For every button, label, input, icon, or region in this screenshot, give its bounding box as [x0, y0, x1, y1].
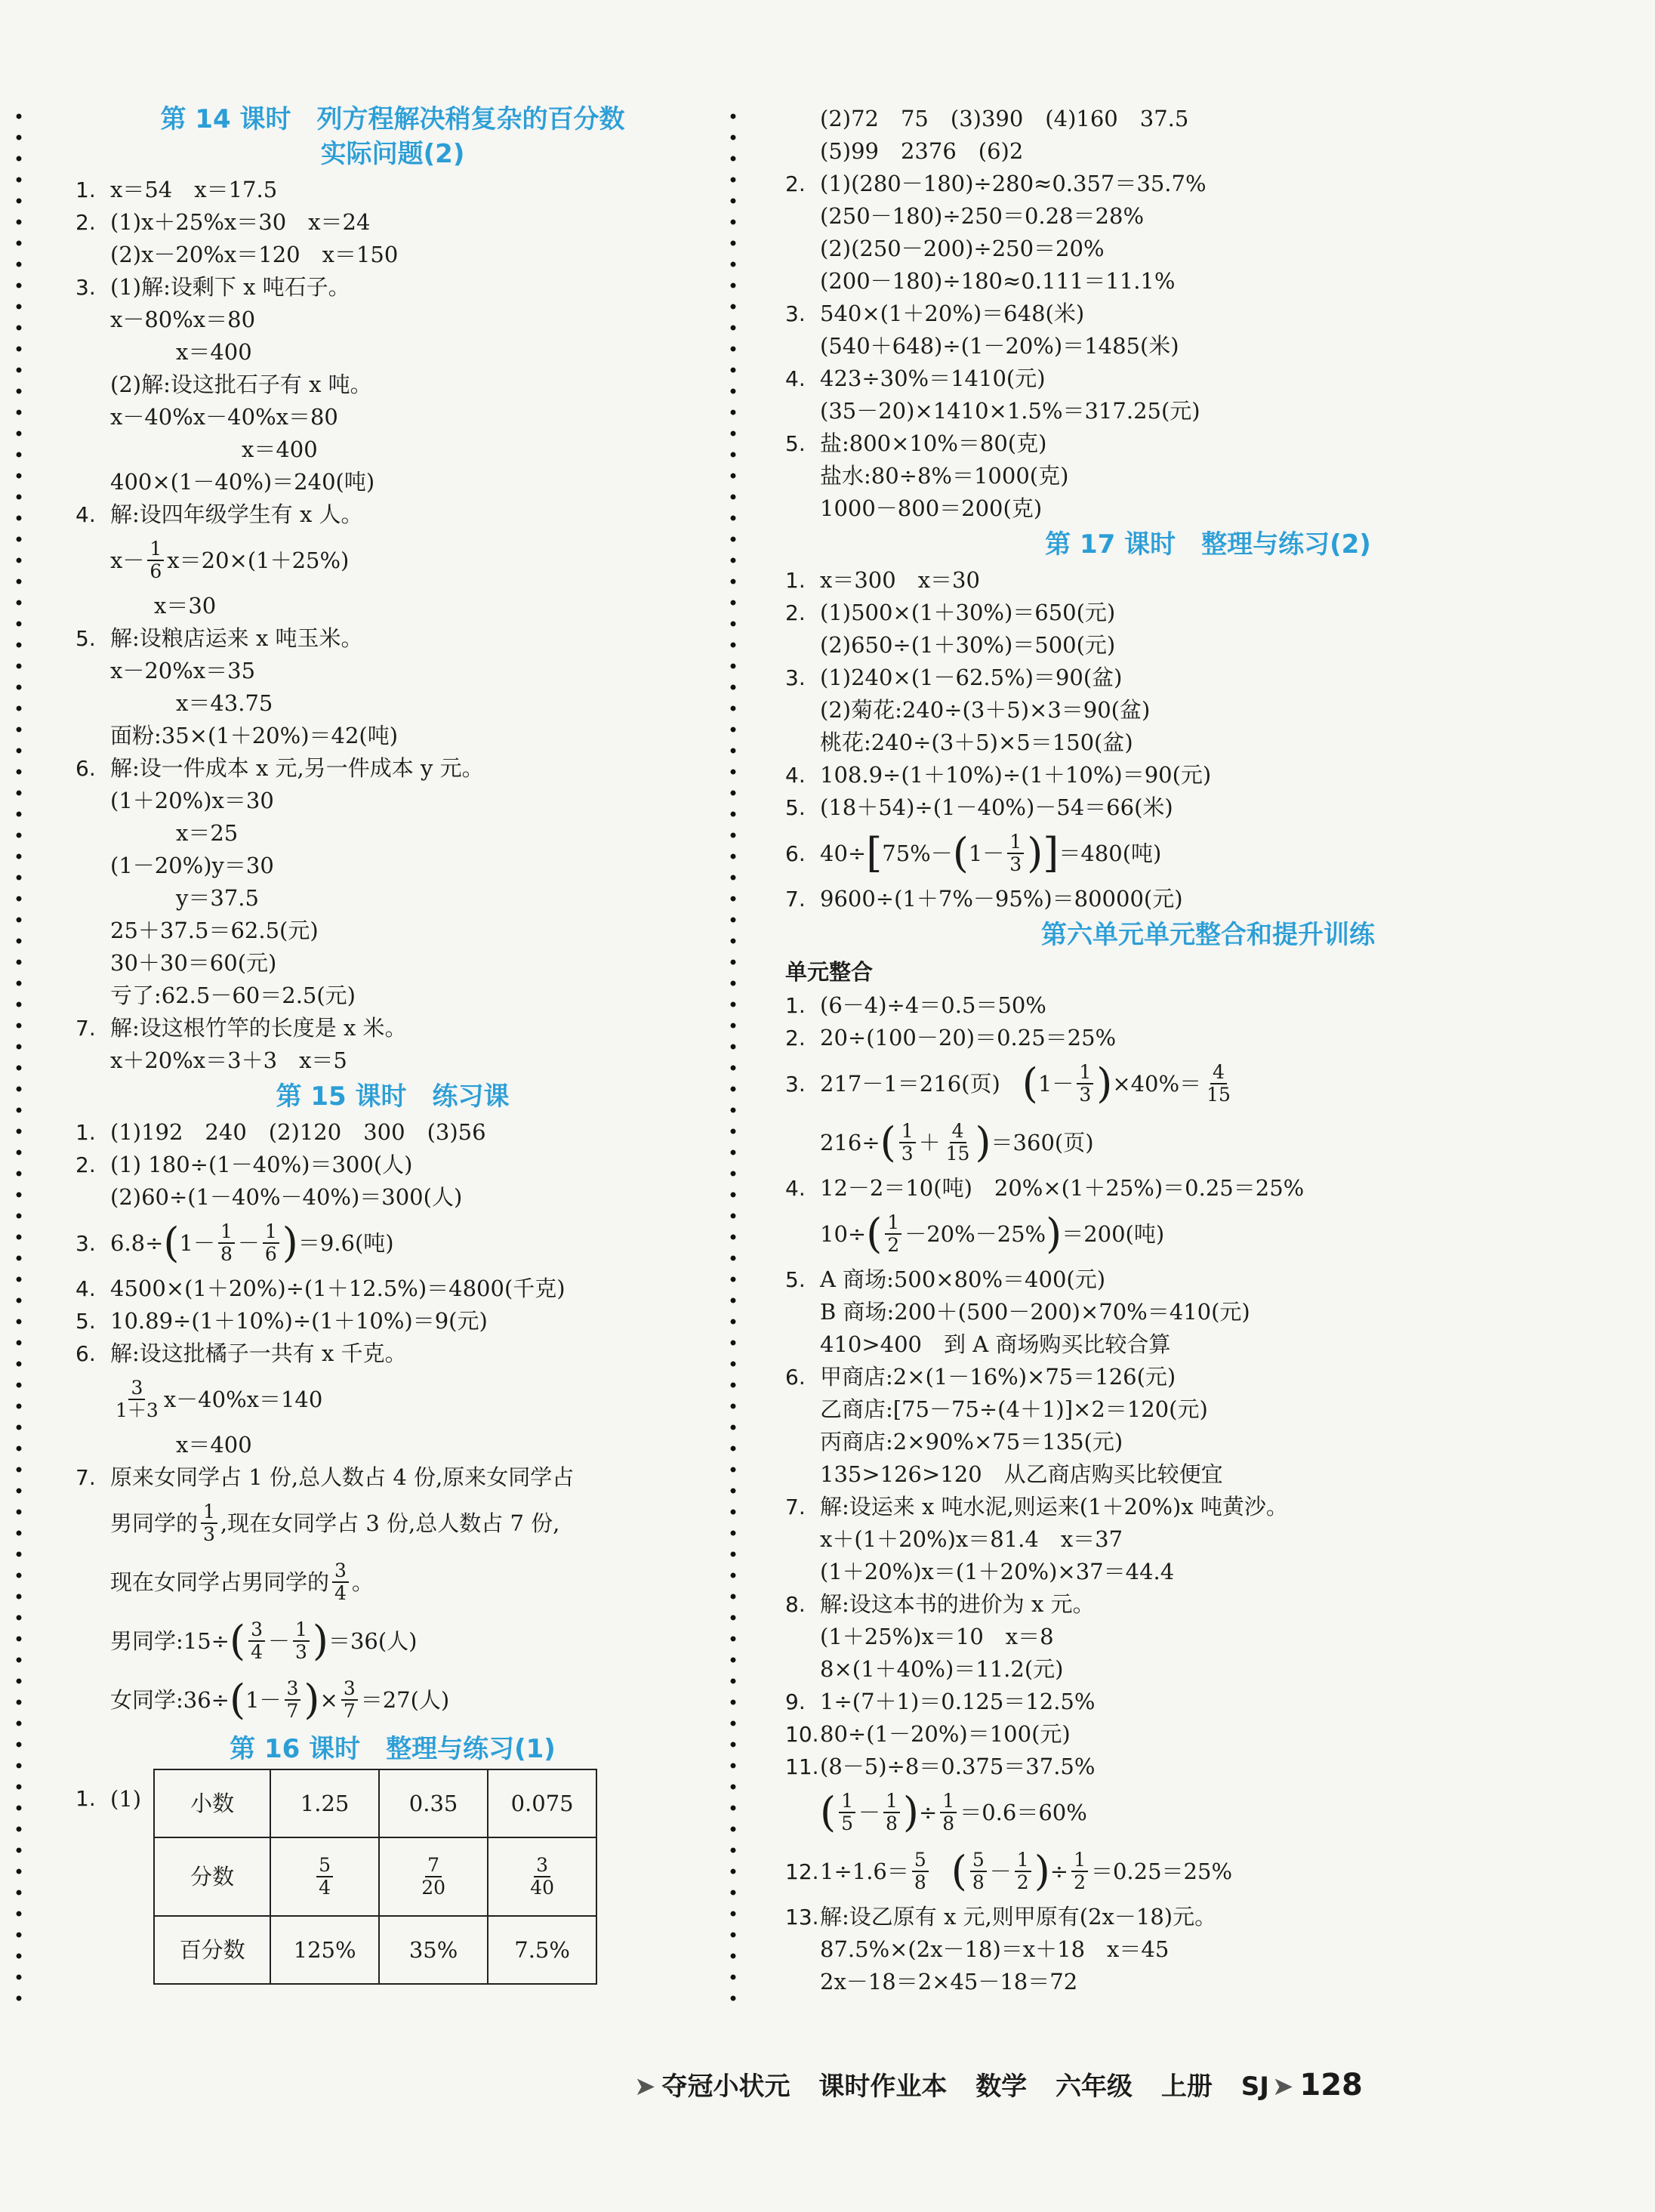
- answer-line: 6. 解:设一件成本 x 元,另一件成本 y 元。: [76, 755, 484, 781]
- answer-line: 盐水:80÷8%＝1000(克): [820, 463, 1069, 489]
- table-header: 百分数: [154, 1916, 270, 1984]
- fraction: $\frac{1}{6}$: [147, 538, 164, 582]
- answer-line: 1000－800＝200(克): [820, 495, 1043, 521]
- lesson-14-title: 第 14 课时 列方程解决稍复杂的百分数: [160, 104, 625, 134]
- answer-line: 25＋37.5＝62.5(元): [110, 918, 319, 943]
- lesson-17-answers: [785, 564, 1631, 824]
- answer-line: x＝400: [110, 339, 252, 365]
- answer-line: x－40%x－40%x＝80: [110, 404, 338, 430]
- unit-6-answers-end: [785, 1901, 1631, 1998]
- unit-6-title: 第六单元单元整合和提升训练: [1041, 920, 1375, 950]
- answer-line: (1＋20%)x＝30: [110, 788, 274, 813]
- answer-line: 1. x＝300 x＝30: [785, 567, 980, 593]
- answer-line: 5. 10.89÷(1＋10%)÷(1＋10%)＝9(元): [76, 1308, 488, 1334]
- answer-line: 3. (1)解:设剩下 x 吨石子。: [76, 274, 350, 300]
- answer-line: 8×(1＋40%)＝11.2(元): [820, 1656, 1064, 1682]
- answer-line: 216÷ ( $\frac{1}{3}$ ＋ $\frac{4}{15}$ ) ＝360(页): [820, 1118, 1094, 1166]
- answer-line: (2)x－20%x＝120 x＝150: [110, 242, 399, 267]
- grade: 六年级: [1056, 2072, 1133, 2102]
- answer-line: 3. (1)240×(1－62.5%)＝90(盆): [785, 665, 1123, 690]
- lesson-16-q1: 1. (1) 小数 1.25 0.35 0.075 分数 $\frac{5}{4}$ $\frac{7}{20}$ $\frac{3}{40}$ 百分数 125% 35% 7.5%: [76, 1769, 710, 1985]
- answer-line: x－20%x＝35: [110, 658, 256, 683]
- page-number: 128: [1299, 2068, 1363, 2102]
- answer-line: (2)解:设这批石子有 x 吨。: [110, 372, 372, 397]
- table-cell: 0.075: [488, 1769, 596, 1837]
- table-cell: $\frac{3}{40}$: [488, 1837, 596, 1916]
- answer-line: (2)650÷(1＋30%)＝500(元): [820, 632, 1116, 658]
- answer-line: 2. (1) 180÷(1－40%)＝300(人): [76, 1152, 413, 1177]
- answer-line: 2. (1)x＋25%x＝30 x＝24: [76, 209, 371, 235]
- answer-line: ( $\frac{1}{5}$ － $\frac{1}{8}$ ) ÷ $\frac{1}{8}$ ＝0.6＝60%: [820, 1788, 1087, 1836]
- answer-line: x－ $\frac{1}{6}$ x＝20×(1＋25%): [110, 538, 350, 582]
- answer-line: 4. 12－2＝10(吨) 20%×(1＋25%)＝0.25＝25%: [785, 1175, 1305, 1201]
- answer-line: (2)72 75 (3)390 (4)160 37.5: [820, 106, 1189, 131]
- brand-name: 夺冠小状元: [661, 2072, 791, 2102]
- lesson-14-answers: [76, 174, 710, 531]
- lesson-14-answers-cont: [76, 590, 710, 1077]
- table-cell: 1.25: [270, 1769, 379, 1837]
- table-cell: 125%: [270, 1916, 379, 1984]
- answer-line: 丙商店:2×90%×75＝135(元): [820, 1429, 1123, 1455]
- unit-6-answers: [785, 989, 1631, 1054]
- lesson-15-answers: [76, 1116, 710, 1214]
- answer-line: x＝25: [110, 820, 239, 846]
- answer-line: x＝400: [110, 437, 318, 462]
- lesson-15-title: 第 15 课时 练习课: [276, 1081, 510, 1112]
- answer-line: 87.5%×(2x－18)＝x＋18 x＝45: [820, 1936, 1170, 1962]
- answer-line: 1. x＝54 x＝17.5: [76, 177, 278, 202]
- answer-line: 亏了:62.5－60＝2.5(元): [110, 983, 356, 1008]
- table-cell: 35%: [379, 1916, 488, 1984]
- answer-line: 男同学:15÷ ( $\frac{3}{4}$ － $\frac{1}{3}$ ) ＝36(人): [110, 1617, 418, 1664]
- unit-6-subtitle: 单元整合: [785, 959, 874, 985]
- answer-line: $\frac{3}{1+3}$ x－40%x＝140: [116, 1377, 323, 1421]
- answer-line: 面粉:35×(1＋20%)＝42(吨): [110, 723, 399, 748]
- answer-line: x＋(1＋20%)x＝81.4 x＝37: [820, 1526, 1123, 1552]
- lesson-16-answers-cont: [785, 103, 1631, 525]
- answer-line: 3. 217－1＝216(页) ( 1－ $\frac{1}{3}$ ) ×40%＝ $\frac{4}{15}$: [785, 1060, 1231, 1107]
- answer-line: 男同学的 $\frac{1}{3}$ ,现在女同学占 3 份,总人数占 7 份,: [110, 1501, 560, 1545]
- answer-line: 30＋30＝60(元): [110, 950, 277, 976]
- answer-line: 现在女同学占男同学的 $\frac{3}{4}$ 。: [110, 1560, 374, 1604]
- answer-line: 3. 540×(1＋20%)＝648(米): [785, 301, 1085, 326]
- answer-line: 135>126>120 从乙商店购买比较便宜: [820, 1461, 1223, 1487]
- answer-line: 4. 4500×(1＋20%)÷(1＋12.5%)＝4800(千克): [76, 1276, 566, 1301]
- answer-line: (1＋20%)x＝(1＋20%)×37＝44.4: [820, 1559, 1175, 1584]
- answer-line: 400×(1－40%)＝240(吨): [110, 469, 375, 495]
- answer-line: (200－180)÷180≈0.111＝11.1%: [820, 268, 1176, 294]
- answer-line: 4. 解:设四年级学生有 x 人。: [76, 501, 363, 527]
- arrow-right-icon: ➤: [634, 2072, 656, 2102]
- table-header: 分数: [154, 1837, 270, 1916]
- table-cell: 7.5%: [488, 1916, 596, 1984]
- table-header: 小数: [154, 1769, 270, 1837]
- answer-line: 5. (18＋54)÷(1－40%)－54＝66(米): [785, 794, 1173, 820]
- answer-line: 3. 6.8÷ ( 1－ $\frac{1}{8}$ － $\frac{1}{6}$ ) ＝9.6(吨): [76, 1219, 394, 1266]
- answer-line: B 商场:200＋(500－200)×70%＝410(元): [820, 1299, 1250, 1325]
- arrow-right-icon: ➤: [1271, 2072, 1294, 2102]
- answer-line: y＝37.5: [110, 885, 259, 911]
- answer-line: 5. A 商场:500×80%＝400(元): [785, 1266, 1106, 1292]
- answer-line: 6. 40÷ [ 75%－ ( 1－ $\frac{1}{3}$ ) ] ＝480(吨): [785, 829, 1162, 877]
- lesson-14-title-line2: 实际问题(2): [320, 139, 465, 169]
- answer-line: (2)(250－200)÷250＝20%: [820, 236, 1105, 261]
- answer-line: (2)菊花:240÷(3＋5)×3＝90(盆): [820, 697, 1151, 723]
- answer-line: 7. 解:设运来 x 吨水泥,则运来(1＋20%)x 吨黄沙。: [785, 1494, 1288, 1519]
- answer-line: 7. 原来女同学占 1 份,总人数占 4 份,原来女同学占: [76, 1464, 575, 1490]
- answer-line: 11. (8－5)÷8＝0.375＝37.5%: [785, 1754, 1096, 1779]
- answer-line: (540＋648)÷(1－20%)＝1485(米): [820, 333, 1179, 359]
- table-cell: $\frac{5}{4}$: [270, 1837, 379, 1916]
- answer-line: 7. 解:设这根竹竿的长度是 x 米。: [76, 1015, 407, 1041]
- answer-line: (1＋25%)x＝10 x＝8: [820, 1624, 1054, 1649]
- answer-line: 2x－18＝2×45－18＝72: [820, 1969, 1078, 1995]
- answer-line: 1. (6－4)÷4＝0.5＝50%: [785, 992, 1046, 1018]
- answer-line: 2. (1)500×(1＋30%)＝650(元): [785, 600, 1116, 625]
- answer-line: 女同学:36÷ ( 1－ $\frac{3}{7}$ ) × $\frac{3}{7}$ ＝27(人): [110, 1676, 450, 1723]
- answer-line: 8. 解:设这本书的进价为 x 元。: [785, 1591, 1095, 1617]
- conversion-table: [153, 1769, 597, 1985]
- volume: 上册: [1160, 2072, 1213, 2102]
- table-cell: 0.35: [379, 1769, 488, 1837]
- left-column: [76, 100, 710, 1985]
- answer-line: 10. 80÷(1－20%)＝100(元): [785, 1721, 1071, 1747]
- answer-line: 13. 解:设乙原有 x 元,则甲原有(2x－18)元。: [785, 1904, 1217, 1930]
- page-footer: [634, 2065, 1382, 2102]
- answer-line: x＝400: [110, 1432, 252, 1458]
- answer-line: 4. 108.9÷(1＋10%)÷(1＋10%)＝90(元): [785, 762, 1212, 788]
- answer-line: x＝30: [110, 593, 217, 619]
- answer-line: 2. 20÷(100－20)＝0.25＝25%: [785, 1025, 1117, 1050]
- answer-line: 6. 解:设这批橘子一共有 x 千克。: [76, 1340, 407, 1366]
- answer-line: 9. 1÷(7＋1)＝0.125＝12.5%: [785, 1689, 1096, 1714]
- answer-line: 乙商店:[75－75÷(4＋1)]×2＝120(元): [820, 1396, 1208, 1422]
- answer-line: 桃花:240÷(3＋5)×5＝150(盆): [820, 730, 1133, 755]
- lesson-16-title: 第 16 课时 整理与练习(1): [230, 1734, 556, 1764]
- answer-line: 5. 盐:800×10%＝80(克): [785, 430, 1047, 456]
- table-cell: $\frac{7}{20}$: [379, 1837, 488, 1916]
- book-name: 课时作业本: [818, 2072, 948, 2102]
- answer-line: x＝43.75: [110, 690, 273, 716]
- binding-dots-left: [14, 106, 24, 2009]
- answer-line: (250－180)÷250＝0.28＝28%: [820, 203, 1145, 229]
- answer-line: x－80%x＝80: [110, 307, 256, 332]
- answer-line: (2)60÷(1－40%－40%)＝300(人): [110, 1184, 463, 1210]
- answer-line: 10÷ ( $\frac{1}{2}$ －20%－25% ) ＝200(吨): [820, 1210, 1165, 1257]
- answer-line: 5. 解:设粮店运来 x 吨玉米。: [76, 625, 363, 651]
- answer-line: 12. 1÷1.6＝ $\frac{5}{8}$ ( $\frac{5}{8}$ － $\frac{1}{2}$ ) ÷ $\frac{1}{2}$ ＝0.25＝25%: [785, 1847, 1233, 1895]
- answer-line: 6. 甲商店:2×(1－16%)×75＝126(元): [785, 1364, 1176, 1390]
- lesson-15-answers-cont: [76, 1273, 710, 1370]
- lesson-17-title: 第 17 课时 整理与练习(2): [1045, 529, 1371, 560]
- answer-line: x＋20%x＝3＋3 x＝5: [110, 1047, 347, 1073]
- answer-line: 1. (1)192 240 (2)120 300 (3)56: [76, 1119, 486, 1145]
- binding-dots-middle: [728, 106, 738, 2009]
- answer-line: 4. 423÷30%＝1410(元): [785, 366, 1046, 391]
- answer-line: 2. (1)(280－180)÷280≈0.357＝35.7%: [785, 171, 1207, 196]
- edition: SJ: [1240, 2072, 1269, 2102]
- subject: 数学: [975, 2072, 1028, 2102]
- answer-line: (35－20)×1410×1.5%＝317.25(元): [820, 398, 1200, 424]
- right-column: [785, 103, 1631, 1998]
- unit-6-answers-cont: [785, 1263, 1631, 1783]
- answer-line: (5)99 2376 (6)2: [820, 138, 1024, 164]
- answer-line: 410>400 到 A 商场购买比较合算: [820, 1331, 1171, 1357]
- answer-line: (1－20%)y＝30: [110, 853, 274, 878]
- answer-line: 7. 9600÷(1＋7%－95%)＝80000(元): [785, 886, 1183, 912]
